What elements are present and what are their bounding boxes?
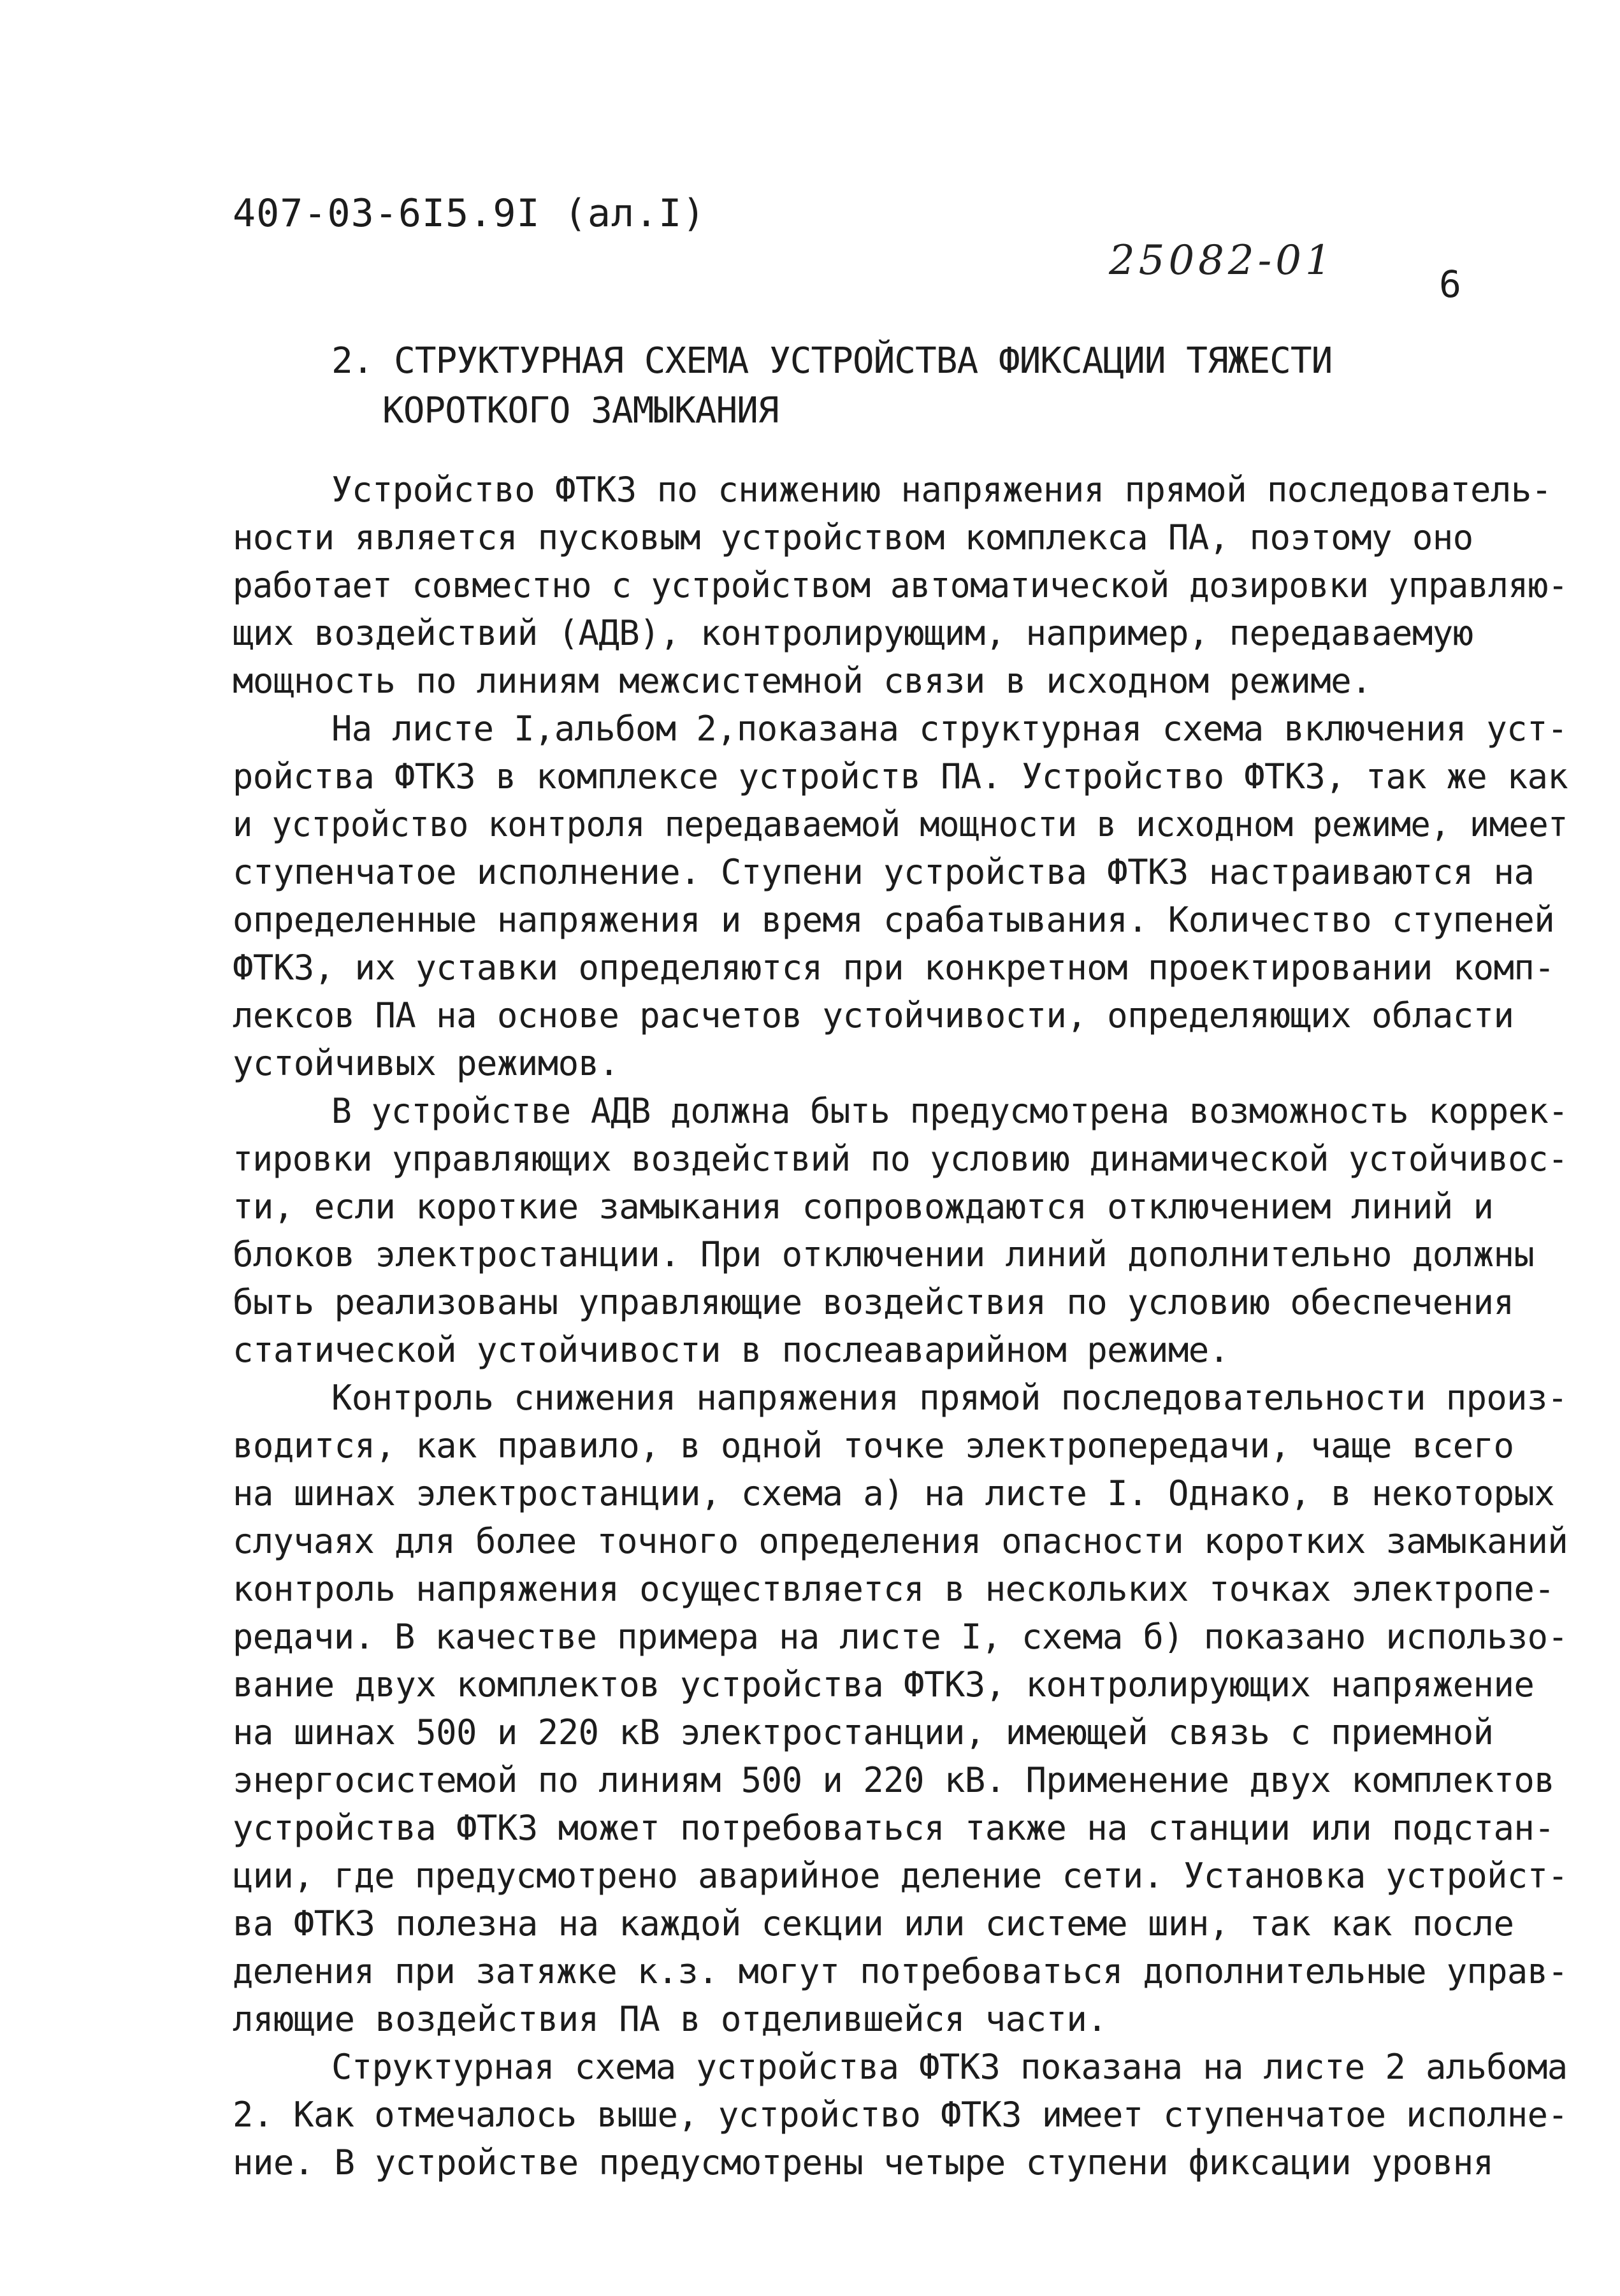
body-line: В устройстве АДВ должна быть предусмотрена возможность коррек- — [331, 1091, 1568, 1131]
body-line: водится, как правило, в одной точке электропередачи, чаще всего — [233, 1426, 1514, 1466]
page-number: 6 — [1439, 263, 1461, 306]
body-line: на шинах 500 и 220 кВ электростанции, имеющей связь с приемной — [233, 1712, 1494, 1752]
body-line: ции, где предусмотрено аварийное деление сети. Установка устройст- — [233, 1856, 1568, 1896]
body-line: щих воздействий (АДВ), контролирующим, например, передаваемую — [233, 613, 1473, 653]
heading-line-1: 2. СТРУКТУРНАЯ СХЕМА УСТРОЙСТВА ФИКСАЦИИ ТЯЖЕСТИ — [331, 340, 1333, 382]
body-line: Контроль снижения напряжения прямой последовательности произ- — [331, 1378, 1568, 1418]
body-line: и устройство контроля передаваемой мощности в исходном режиме, имеет — [233, 804, 1568, 844]
document-code: 407-03-6I5.9I (ал.I) — [233, 191, 706, 236]
body-line: лексов ПА на основе расчетов устойчивости, определяющих области — [233, 995, 1514, 1036]
body-line: на шинах электростанции, схема а) на листе I. Однако, в некоторых — [233, 1473, 1555, 1513]
body-line: ляющие воздействия ПА в отделившейся части. — [233, 1999, 1108, 2039]
body-line: вание двух комплектов устройства ФТКЗ, контролирующих напряжение — [233, 1664, 1535, 1705]
body-line: работает совместно с устройством автоматической дозировки управляю- — [233, 565, 1568, 605]
body-line: Структурная схема устройства ФТКЗ показана на листе 2 альбома — [331, 2047, 1568, 2087]
body-line: Устройство ФТКЗ по снижению напряжения прямой последователь- — [331, 470, 1552, 510]
body-line: ности является пусковым устройством комплекса ПА, поэтому оно — [233, 517, 1473, 558]
body-line: устройства ФТКЗ может потребоваться также на станции или подстан- — [233, 1808, 1555, 1848]
body-line: ние. В устройстве предусмотрены четыре ступени фиксации уровня — [233, 2142, 1494, 2183]
body-line: мощность по линиям межсистемной связи в исходном режиме. — [233, 661, 1372, 701]
body-line: статической устойчивости в послеаварийном режиме. — [233, 1330, 1229, 1370]
body-line: ФТКЗ, их уставки определяются при конкретном проектировании комп- — [233, 948, 1555, 988]
body-line: быть реализованы управляющие воздействия по условию обеспечения — [233, 1282, 1514, 1322]
body-line: ти, если короткие замыкания сопровождаются отключением линий и — [233, 1187, 1494, 1227]
body-line: блоков электростанции. При отключении линий дополнительно должны — [233, 1234, 1535, 1274]
body-line: энергосистемой по линиям 500 и 220 кВ. Применение двух комплектов — [233, 1760, 1555, 1800]
body-line: случаях для более точного определения опасности коротких замыканий — [233, 1521, 1568, 1561]
body-line: ва ФТКЗ полезна на каждой секции или системе шин, так как после — [233, 1903, 1514, 1944]
body-line: деления при затяжке к.з. могут потребоваться дополнительные управ- — [233, 1951, 1568, 1991]
body-line: определенные напряжения и время срабатывания. Количество ступеней — [233, 900, 1555, 940]
handwritten-number: 25082-01 — [1109, 237, 1335, 284]
body-line: 2. Как отмечалось выше, устройство ФТКЗ имеет ступенчатое исполне- — [233, 2095, 1568, 2135]
body-line: На листе I,альбом 2,показана структурная схема включения уст- — [331, 709, 1568, 749]
heading-line-2: КОРОТКОГО ЗАМЫКАНИЯ — [382, 390, 779, 431]
body-line: контроль напряжения осуществляется в нескольких точках электропе- — [233, 1569, 1555, 1609]
body-line: ройства ФТКЗ в комплексе устройств ПА. Устройство ФТКЗ, так же как — [233, 756, 1568, 797]
body-line: ступенчатое исполнение. Ступени устройства ФТКЗ настраиваются на — [233, 852, 1535, 892]
body-line: устойчивых режимов. — [233, 1043, 619, 1083]
body-line: редачи. В качестве примера на листе I, схема б) показано использо- — [233, 1617, 1568, 1657]
body-line: тировки управляющих воздействий по условию динамической устойчивос- — [233, 1139, 1568, 1179]
